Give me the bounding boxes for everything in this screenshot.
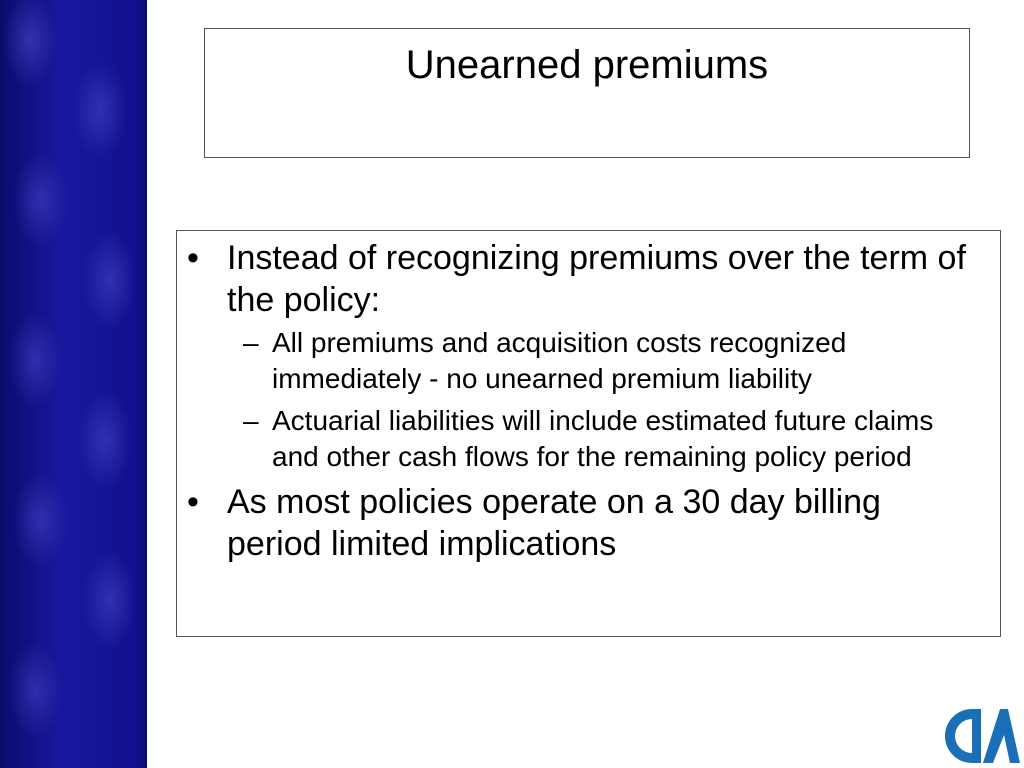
sub-bullet-mark: – — [243, 405, 259, 436]
bullet-item — [177, 481, 980, 565]
bullet-mark: • — [187, 239, 199, 277]
sub-bullet-list — [227, 325, 980, 475]
content-box — [176, 230, 1001, 637]
sub-bullet-item — [227, 403, 980, 475]
sub-bullet-text: All premiums and acquisition costs recognized immediately - no unearned premium liability — [272, 327, 847, 394]
bullet-mark: • — [187, 483, 199, 521]
bullet-list — [177, 237, 980, 565]
sub-bullet-text: Actuarial liabilities will include estimated future claims and other cash flows for the remaining policy period — [272, 405, 934, 472]
bullet-text: Instead of recognizing premiums over the term of the policy: — [227, 239, 966, 319]
decorative-side-band — [0, 0, 147, 768]
bullet-item — [177, 237, 980, 475]
title-box — [204, 28, 970, 158]
sub-bullet-mark: – — [243, 327, 259, 358]
cia-logo-icon — [942, 705, 1020, 767]
slide-title: Unearned premiums — [405, 43, 769, 87]
bullet-text: As most policies operate on a 30 day billing period limited implications — [227, 483, 881, 563]
sub-bullet-item — [227, 325, 980, 397]
